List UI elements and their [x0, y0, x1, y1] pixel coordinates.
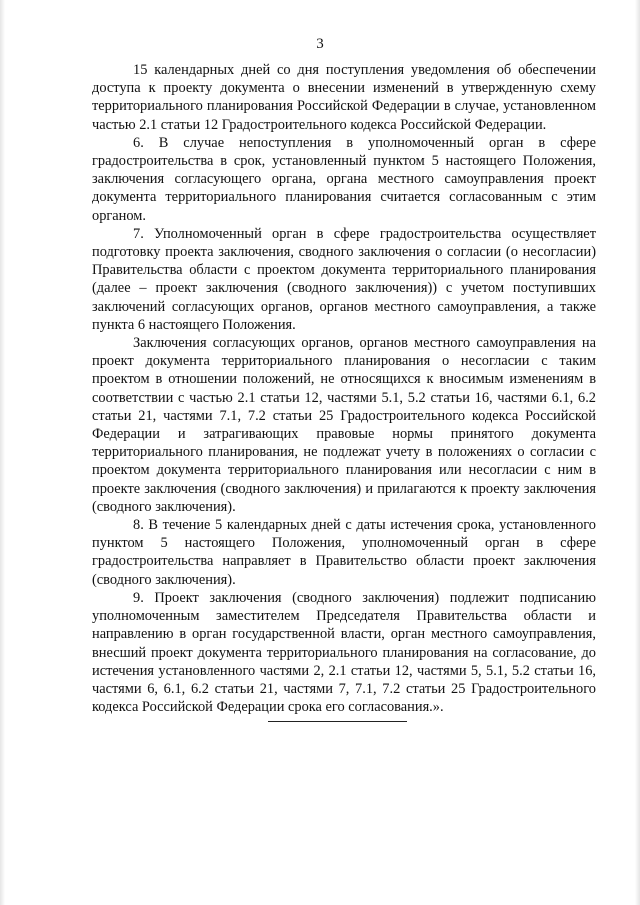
- paragraph-item-9: 9. Проект заключения (сводного заключения) подлежит подписанию уполномоченным заместителем Председателя Правительства области и направлению в орган государственной власти, орган местного самоуправления, внесший проект документа территориального планирования на согласование, до истечения установленного частями 2, 2.1 статьи 12, частями 5, 5.1, 5.2 статьи 16, частями 6, 6.1, 6.2 статьи 21, частями 7, 7.1, 7.2 статьи 25 Градостроительного кодекса Российской Федерации срока его согласования.».: [92, 589, 596, 716]
- page-number: 3: [316, 36, 324, 52]
- document-body: [92, 61, 596, 716]
- paragraph-item-7: 7. Уполномоченный орган в сфере градостроительства осуществляет подготовку проекта заключения, сводного заключения о согласии (о несогласии) Правительства области с проектом документа территориального планирования (далее – проект заключения (сводного заключения)) с учетом поступивших заключений согласующих органов, органов местного самоуправления, а также пункта 6 настоящего Положения.: [92, 225, 596, 333]
- paragraph-continuation: 15 календарных дней со дня поступления уведомления об обеспечении доступа к проекту документа о внесении изменений в утвержденную схему территориального планирования Российской Федерации в случае, установленном частью 2.1 статьи 12 Градостроительного кодекса Российской Федерации.: [92, 62, 596, 133]
- paragraph-item-8: 8. В течение 5 календарных дней с даты истечения срока, установленного пунктом 5 настоящего Положения, уполномоченный орган в сфере градостроительства направляет в Правительство области проект заключения (сводного заключения).: [92, 517, 596, 588]
- end-divider-line: [268, 721, 407, 722]
- paragraph-item-7-continued: Заключения согласующих органов, органов местного самоуправления на проект документа территориального планирования о несогласии с таким проектом в отношении положений, не относящихся к вносимым изменениям в соответствии с частью 2.1 статьи 12, частями 5.1, 5.2 статьи 16, частями 6.1, 6.2 статьи 21, частями 7.1, 7.2 статьи 25 Градостроительного кодекса Российской Федерации и затрагивающих правовые нормы принятого документа территориального планирования, не подлежат учету в положениях о согласии с проектом документа территориального планирования или несогласии с ним в проекте заключения (сводного заключения) и прилагаются к проекту заключения (сводного заключения).: [92, 335, 596, 515]
- paragraph-item-6: 6. В случае непоступления в уполномоченный орган в сфере градостроительства в срок, установленный пунктом 5 настоящего Положения, заключения согласующего органа, органа местного самоуправления проект документа территориального планирования считается согласованным с этим органом.: [92, 134, 596, 224]
